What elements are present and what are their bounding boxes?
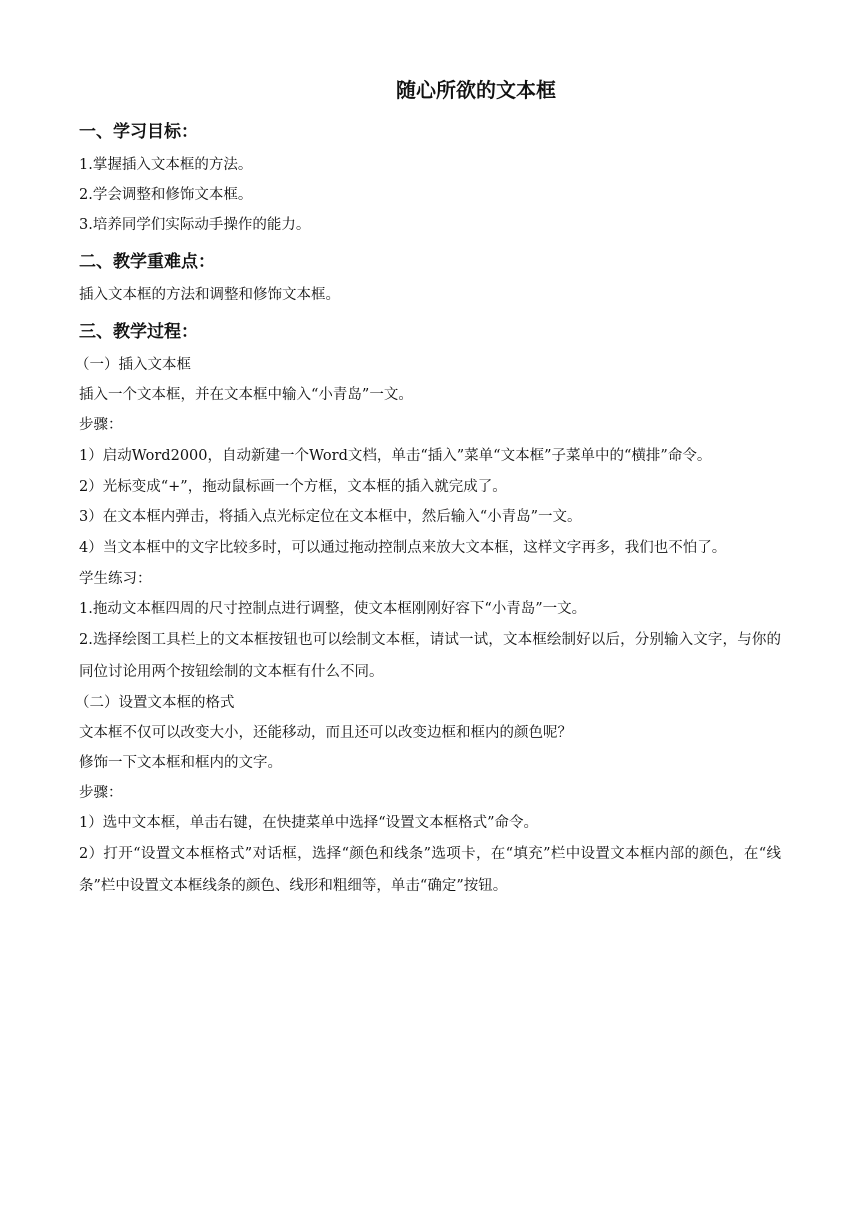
part2-subtitle: （二）设置文本框的格式 <box>75 695 235 711</box>
practice-item-1: 1.拖动文本框四周的尺寸控制点进行调整，使文本框刚刚好容下“小青岛”一文。 <box>79 601 587 617</box>
goal-item-2: 2.学会调整和修饰文本框。 <box>79 187 253 203</box>
part1-step-1: 1）启动Word2000，自动新建一个Word文档，单击“插入”菜单“文本框”子菜单中的“横排”命令。 <box>79 448 712 464</box>
goal-item-3: 3.培养同学们实际动手操作的能力。 <box>79 217 311 233</box>
part1-step-4: 4）当文本框中的文字比较多时，可以通过拖动控制点来放大文本框，这样文字再多，我们也不怕了。 <box>79 540 727 556</box>
part2-intro-1: 文本框不仅可以改变大小，还能移动，而且还可以改变边框和框内的颜色呢？ <box>79 725 572 741</box>
section-heading-goals: 一、学习目标： <box>79 122 198 142</box>
part1-steps-label: 步骤： <box>79 417 123 433</box>
key-point-item: 插入文本框的方法和调整和修饰文本框。 <box>79 287 340 303</box>
part1-subtitle: （一）插入文本框 <box>75 357 191 373</box>
document-page <box>75 70 781 902</box>
part2-intro-2: 修饰一下文本框和框内的文字。 <box>79 755 282 771</box>
section-heading-key-points: 二、教学重难点： <box>79 252 215 272</box>
part1-intro: 插入一个文本框，并在文本框中输入“小青岛”一文。 <box>79 387 413 403</box>
part1-step-3: 3）在文本框内弹击，将插入点光标定位在文本框中，然后输入“小青岛”一文。 <box>79 509 582 525</box>
part2-step-1: 1）选中文本框，单击右键，在快捷菜单中选择“设置文本框格式”命令。 <box>79 815 539 831</box>
part2-step-2: 2）打开“设置文本框格式”对话框，选择“颜色和线条”选项卡，在“填充”栏中设置文本框内部的颜色，在“线条”栏中设置文本框线条的颜色、线形和粗细等，单击“确定”按钮。 <box>79 846 781 894</box>
section-heading-process: 三、教学过程： <box>79 322 198 342</box>
practice-item-2: 2.选择绘图工具栏上的文本框按钮也可以绘制文本框，请试一试，文本框绘制好以后，分别输入文字，与你的同位讨论用两个按钮绘制的文本框有什么不同。 <box>79 632 781 680</box>
document-title: 随心所欲的文本框 <box>396 78 556 102</box>
goal-item-1: 1.掌握插入文本框的方法。 <box>79 157 253 173</box>
part2-steps-label: 步骤： <box>79 785 123 801</box>
practice-label: 学生练习： <box>79 571 152 587</box>
part1-step-2: 2）光标变成“+”，拖动鼠标画一个方框，文本框的插入就完成了。 <box>79 479 507 495</box>
